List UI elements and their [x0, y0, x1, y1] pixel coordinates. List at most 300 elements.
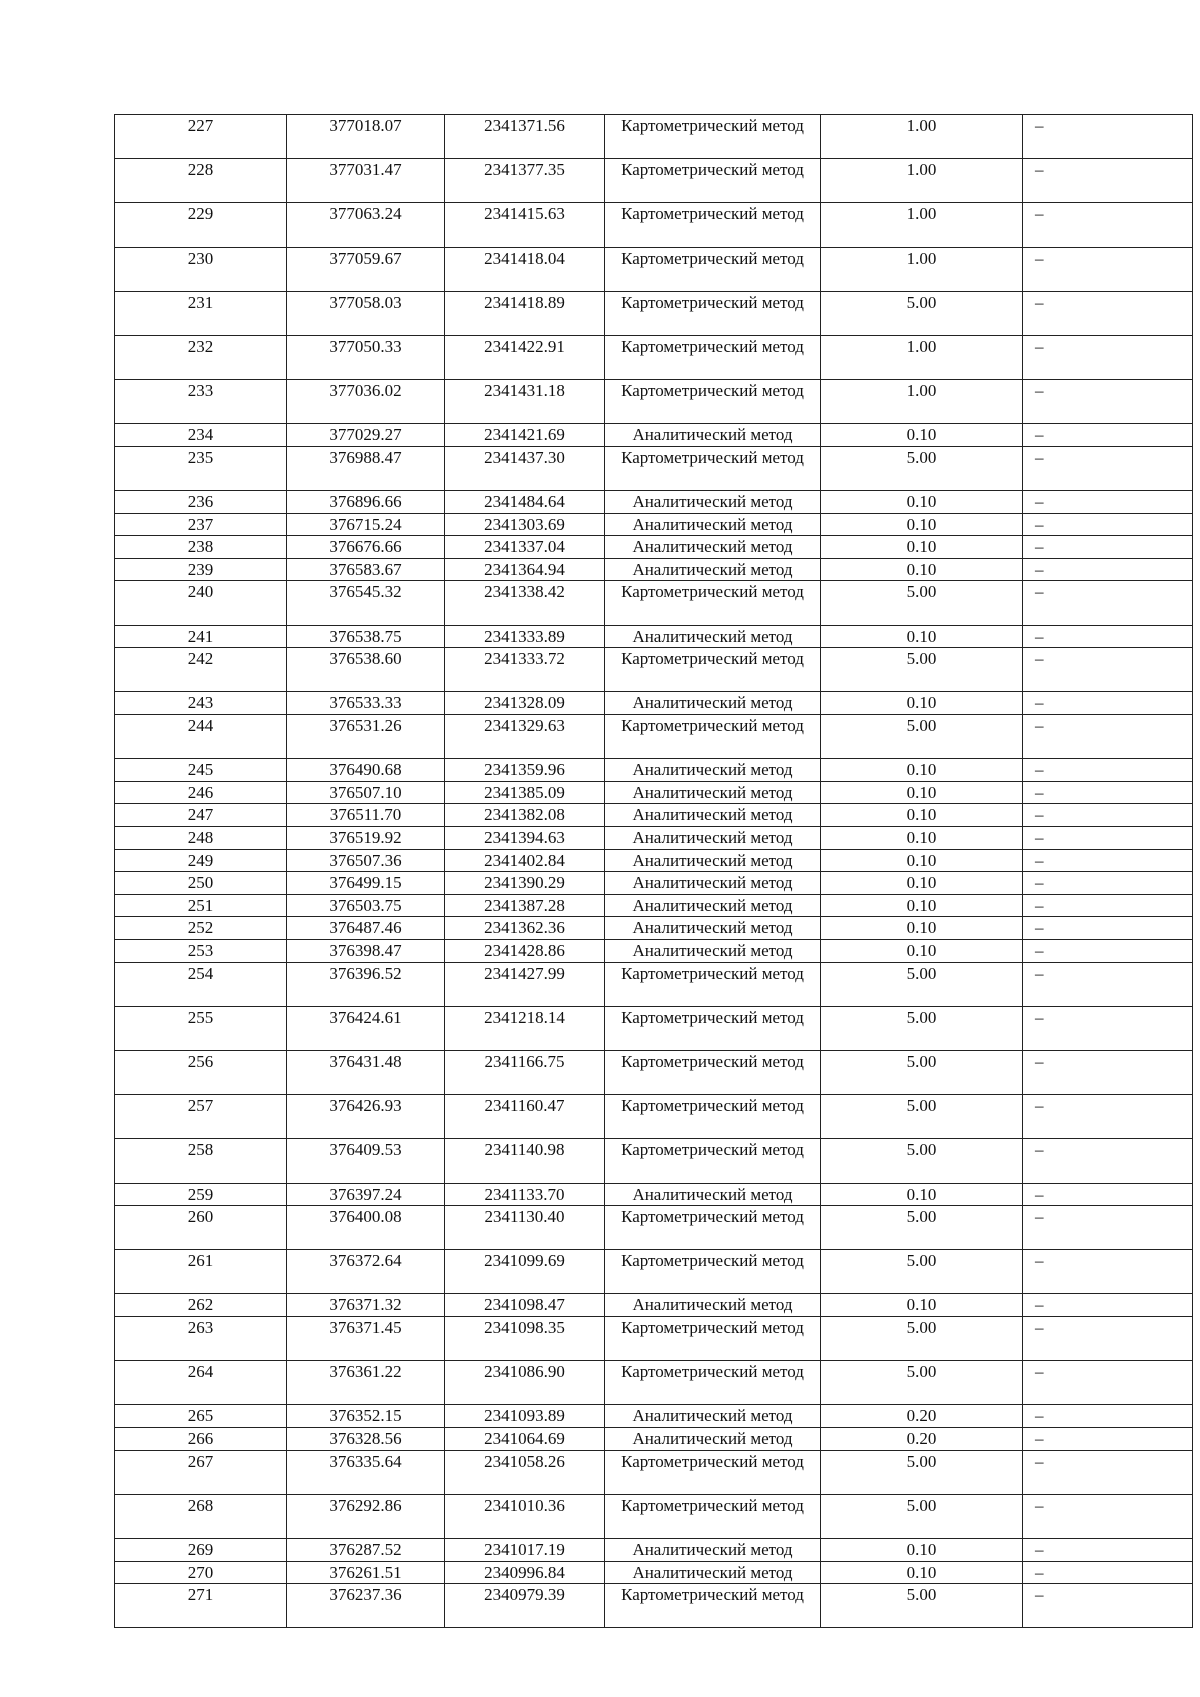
point-number-cell: 230 — [115, 247, 287, 291]
table-row — [115, 715, 1193, 759]
method-cell: Аналитический метод — [605, 827, 821, 850]
x-coordinate-cell: 376371.32 — [287, 1294, 445, 1317]
method-cell: Аналитический метод — [605, 872, 821, 895]
error-cell: 5.00 — [821, 1361, 1023, 1405]
error-cell: 1.00 — [821, 159, 1023, 203]
error-cell: 0.10 — [821, 558, 1023, 581]
description-cell: – — [1023, 827, 1193, 850]
y-coordinate-cell: 2341431.18 — [445, 380, 605, 424]
description-cell: – — [1023, 1006, 1193, 1050]
error-cell: 0.10 — [821, 692, 1023, 715]
method-cell: Аналитический метод — [605, 917, 821, 940]
error-cell: 0.10 — [821, 849, 1023, 872]
y-coordinate-cell: 2341098.35 — [445, 1317, 605, 1361]
description-cell: – — [1023, 1250, 1193, 1294]
y-coordinate-cell: 2341333.72 — [445, 648, 605, 692]
method-cell: Картометрический метод — [605, 247, 821, 291]
x-coordinate-cell: 376261.51 — [287, 1561, 445, 1584]
x-coordinate-cell: 376409.53 — [287, 1139, 445, 1183]
x-coordinate-cell: 376545.32 — [287, 581, 445, 625]
table-row — [115, 1250, 1193, 1294]
description-cell: – — [1023, 759, 1193, 782]
point-number-cell: 244 — [115, 715, 287, 759]
error-cell: 0.10 — [821, 491, 1023, 514]
description-cell: – — [1023, 939, 1193, 962]
method-cell: Аналитический метод — [605, 625, 821, 648]
x-coordinate-cell: 376424.61 — [287, 1006, 445, 1050]
table-row — [115, 872, 1193, 895]
method-cell: Аналитический метод — [605, 1405, 821, 1428]
table-row — [115, 203, 1193, 247]
error-cell: 1.00 — [821, 380, 1023, 424]
error-cell: 0.10 — [821, 894, 1023, 917]
x-coordinate-cell: 376372.64 — [287, 1250, 445, 1294]
method-cell: Картометрический метод — [605, 962, 821, 1006]
x-coordinate-cell: 376328.56 — [287, 1428, 445, 1451]
method-cell: Аналитический метод — [605, 1428, 821, 1451]
method-cell: Аналитический метод — [605, 1294, 821, 1317]
table-row — [115, 1494, 1193, 1538]
point-number-cell: 229 — [115, 203, 287, 247]
x-coordinate-cell: 376361.22 — [287, 1361, 445, 1405]
point-number-cell: 262 — [115, 1294, 287, 1317]
description-cell: – — [1023, 380, 1193, 424]
description-cell: – — [1023, 1584, 1193, 1628]
description-cell: – — [1023, 247, 1193, 291]
y-coordinate-cell: 2341418.04 — [445, 247, 605, 291]
table-row — [115, 1206, 1193, 1250]
error-cell: 0.10 — [821, 1183, 1023, 1206]
description-cell: – — [1023, 1183, 1193, 1206]
table-row — [115, 1561, 1193, 1584]
method-cell: Аналитический метод — [605, 424, 821, 447]
point-number-cell: 253 — [115, 939, 287, 962]
method-cell: Аналитический метод — [605, 781, 821, 804]
error-cell: 5.00 — [821, 1317, 1023, 1361]
y-coordinate-cell: 2340979.39 — [445, 1584, 605, 1628]
y-coordinate-cell: 2341428.86 — [445, 939, 605, 962]
error-cell: 5.00 — [821, 962, 1023, 1006]
table-row — [115, 536, 1193, 559]
x-coordinate-cell: 377031.47 — [287, 159, 445, 203]
description-cell: – — [1023, 1361, 1193, 1405]
point-number-cell: 263 — [115, 1317, 287, 1361]
method-cell: Картометрический метод — [605, 1006, 821, 1050]
table-body — [115, 115, 1193, 1628]
method-cell: Картометрический метод — [605, 1139, 821, 1183]
method-cell: Картометрический метод — [605, 648, 821, 692]
y-coordinate-cell: 2341377.35 — [445, 159, 605, 203]
point-number-cell: 239 — [115, 558, 287, 581]
y-coordinate-cell: 2341333.89 — [445, 625, 605, 648]
y-coordinate-cell: 2341328.09 — [445, 692, 605, 715]
x-coordinate-cell: 377063.24 — [287, 203, 445, 247]
error-cell: 1.00 — [821, 115, 1023, 159]
error-cell: 0.10 — [821, 1294, 1023, 1317]
method-cell: Аналитический метод — [605, 513, 821, 536]
table-row — [115, 247, 1193, 291]
table-row — [115, 159, 1193, 203]
table-row — [115, 625, 1193, 648]
point-number-cell: 257 — [115, 1095, 287, 1139]
error-cell: 5.00 — [821, 1095, 1023, 1139]
table-row — [115, 1095, 1193, 1139]
x-coordinate-cell: 376490.68 — [287, 759, 445, 782]
table-row — [115, 1294, 1193, 1317]
description-cell: – — [1023, 159, 1193, 203]
point-number-cell: 246 — [115, 781, 287, 804]
method-cell: Картометрический метод — [605, 159, 821, 203]
table-row — [115, 1584, 1193, 1628]
x-coordinate-cell: 377058.03 — [287, 291, 445, 335]
error-cell: 0.10 — [821, 1539, 1023, 1562]
x-coordinate-cell: 376531.26 — [287, 715, 445, 759]
x-coordinate-cell: 376503.75 — [287, 894, 445, 917]
description-cell: – — [1023, 692, 1193, 715]
description-cell: – — [1023, 581, 1193, 625]
y-coordinate-cell: 2341418.89 — [445, 291, 605, 335]
x-coordinate-cell: 376287.52 — [287, 1539, 445, 1562]
error-cell: 0.10 — [821, 781, 1023, 804]
x-coordinate-cell: 376237.36 — [287, 1584, 445, 1628]
point-number-cell: 268 — [115, 1494, 287, 1538]
table-row — [115, 1428, 1193, 1451]
error-cell: 5.00 — [821, 715, 1023, 759]
description-cell: – — [1023, 804, 1193, 827]
coordinates-table — [114, 114, 1193, 1628]
y-coordinate-cell: 2341058.26 — [445, 1450, 605, 1494]
y-coordinate-cell: 2341437.30 — [445, 446, 605, 490]
x-coordinate-cell: 377018.07 — [287, 115, 445, 159]
error-cell: 5.00 — [821, 1584, 1023, 1628]
method-cell: Картометрический метод — [605, 1095, 821, 1139]
x-coordinate-cell: 376507.10 — [287, 781, 445, 804]
table-row — [115, 1006, 1193, 1050]
point-number-cell: 261 — [115, 1250, 287, 1294]
method-cell: Картометрический метод — [605, 1450, 821, 1494]
description-cell: – — [1023, 1294, 1193, 1317]
point-number-cell: 248 — [115, 827, 287, 850]
point-number-cell: 256 — [115, 1050, 287, 1094]
point-number-cell: 258 — [115, 1139, 287, 1183]
y-coordinate-cell: 2341338.42 — [445, 581, 605, 625]
x-coordinate-cell: 377050.33 — [287, 335, 445, 379]
x-coordinate-cell: 376538.60 — [287, 648, 445, 692]
table-row — [115, 939, 1193, 962]
error-cell: 0.10 — [821, 424, 1023, 447]
description-cell: – — [1023, 424, 1193, 447]
point-number-cell: 236 — [115, 491, 287, 514]
method-cell: Картометрический метод — [605, 1494, 821, 1538]
error-cell: 0.20 — [821, 1428, 1023, 1451]
y-coordinate-cell: 2341362.36 — [445, 917, 605, 940]
y-coordinate-cell: 2341133.70 — [445, 1183, 605, 1206]
error-cell: 5.00 — [821, 648, 1023, 692]
y-coordinate-cell: 2341140.98 — [445, 1139, 605, 1183]
table-row — [115, 491, 1193, 514]
x-coordinate-cell: 376426.93 — [287, 1095, 445, 1139]
y-coordinate-cell: 2341359.96 — [445, 759, 605, 782]
method-cell: Картометрический метод — [605, 581, 821, 625]
error-cell: 0.10 — [821, 827, 1023, 850]
point-number-cell: 265 — [115, 1405, 287, 1428]
y-coordinate-cell: 2341218.14 — [445, 1006, 605, 1050]
table-row — [115, 781, 1193, 804]
description-cell: – — [1023, 203, 1193, 247]
y-coordinate-cell: 2341364.94 — [445, 558, 605, 581]
error-cell: 5.00 — [821, 291, 1023, 335]
point-number-cell: 264 — [115, 1361, 287, 1405]
x-coordinate-cell: 376715.24 — [287, 513, 445, 536]
y-coordinate-cell: 2341402.84 — [445, 849, 605, 872]
table-row — [115, 1450, 1193, 1494]
x-coordinate-cell: 376519.92 — [287, 827, 445, 850]
point-number-cell: 237 — [115, 513, 287, 536]
x-coordinate-cell: 376371.45 — [287, 1317, 445, 1361]
x-coordinate-cell: 376431.48 — [287, 1050, 445, 1094]
method-cell: Картометрический метод — [605, 446, 821, 490]
y-coordinate-cell: 2341093.89 — [445, 1405, 605, 1428]
method-cell: Аналитический метод — [605, 1183, 821, 1206]
point-number-cell: 259 — [115, 1183, 287, 1206]
error-cell: 5.00 — [821, 581, 1023, 625]
point-number-cell: 241 — [115, 625, 287, 648]
point-number-cell: 231 — [115, 291, 287, 335]
error-cell: 0.10 — [821, 939, 1023, 962]
method-cell: Картометрический метод — [605, 291, 821, 335]
table-row — [115, 581, 1193, 625]
table-row — [115, 962, 1193, 1006]
description-cell: – — [1023, 291, 1193, 335]
method-cell: Картометрический метод — [605, 1206, 821, 1250]
y-coordinate-cell: 2341422.91 — [445, 335, 605, 379]
y-coordinate-cell: 2340996.84 — [445, 1561, 605, 1584]
table-row — [115, 446, 1193, 490]
point-number-cell: 266 — [115, 1428, 287, 1451]
description-cell: – — [1023, 1317, 1193, 1361]
y-coordinate-cell: 2341160.47 — [445, 1095, 605, 1139]
x-coordinate-cell: 376292.86 — [287, 1494, 445, 1538]
point-number-cell: 251 — [115, 894, 287, 917]
method-cell: Аналитический метод — [605, 1561, 821, 1584]
point-number-cell: 271 — [115, 1584, 287, 1628]
method-cell: Аналитический метод — [605, 536, 821, 559]
point-number-cell: 235 — [115, 446, 287, 490]
point-number-cell: 240 — [115, 581, 287, 625]
x-coordinate-cell: 377029.27 — [287, 424, 445, 447]
description-cell: – — [1023, 872, 1193, 895]
y-coordinate-cell: 2341017.19 — [445, 1539, 605, 1562]
table-row — [115, 1539, 1193, 1562]
method-cell: Картометрический метод — [605, 715, 821, 759]
y-coordinate-cell: 2341303.69 — [445, 513, 605, 536]
table-row — [115, 424, 1193, 447]
description-cell: – — [1023, 1450, 1193, 1494]
description-cell: – — [1023, 648, 1193, 692]
table-row — [115, 115, 1193, 159]
method-cell: Картометрический метод — [605, 335, 821, 379]
table-row — [115, 692, 1193, 715]
table-row — [115, 759, 1193, 782]
description-cell: – — [1023, 1539, 1193, 1562]
description-cell: – — [1023, 513, 1193, 536]
y-coordinate-cell: 2341427.99 — [445, 962, 605, 1006]
x-coordinate-cell: 376352.15 — [287, 1405, 445, 1428]
table-row — [115, 1361, 1193, 1405]
y-coordinate-cell: 2341166.75 — [445, 1050, 605, 1094]
table-row — [115, 827, 1193, 850]
error-cell: 5.00 — [821, 1050, 1023, 1094]
point-number-cell: 254 — [115, 962, 287, 1006]
y-coordinate-cell: 2341382.08 — [445, 804, 605, 827]
error-cell: 5.00 — [821, 1250, 1023, 1294]
table-row — [115, 513, 1193, 536]
y-coordinate-cell: 2341415.63 — [445, 203, 605, 247]
error-cell: 5.00 — [821, 1139, 1023, 1183]
point-number-cell: 242 — [115, 648, 287, 692]
y-coordinate-cell: 2341329.63 — [445, 715, 605, 759]
table-row — [115, 917, 1193, 940]
description-cell: – — [1023, 1050, 1193, 1094]
y-coordinate-cell: 2341337.04 — [445, 536, 605, 559]
description-cell: – — [1023, 1428, 1193, 1451]
point-number-cell: 238 — [115, 536, 287, 559]
error-cell: 0.10 — [821, 1561, 1023, 1584]
table-row — [115, 648, 1193, 692]
method-cell: Аналитический метод — [605, 939, 821, 962]
error-cell: 0.10 — [821, 917, 1023, 940]
x-coordinate-cell: 376538.75 — [287, 625, 445, 648]
error-cell: 0.10 — [821, 625, 1023, 648]
point-number-cell: 233 — [115, 380, 287, 424]
point-number-cell: 260 — [115, 1206, 287, 1250]
description-cell: – — [1023, 1206, 1193, 1250]
description-cell: – — [1023, 1095, 1193, 1139]
description-cell: – — [1023, 849, 1193, 872]
point-number-cell: 228 — [115, 159, 287, 203]
point-number-cell: 249 — [115, 849, 287, 872]
error-cell: 0.10 — [821, 759, 1023, 782]
description-cell: – — [1023, 781, 1193, 804]
description-cell: – — [1023, 1494, 1193, 1538]
point-number-cell: 247 — [115, 804, 287, 827]
x-coordinate-cell: 376511.70 — [287, 804, 445, 827]
y-coordinate-cell: 2341064.69 — [445, 1428, 605, 1451]
description-cell: – — [1023, 1405, 1193, 1428]
method-cell: Аналитический метод — [605, 759, 821, 782]
point-number-cell: 243 — [115, 692, 287, 715]
error-cell: 5.00 — [821, 1494, 1023, 1538]
error-cell: 1.00 — [821, 335, 1023, 379]
error-cell: 0.20 — [821, 1405, 1023, 1428]
method-cell: Картометрический метод — [605, 1317, 821, 1361]
error-cell: 5.00 — [821, 1450, 1023, 1494]
method-cell: Аналитический метод — [605, 894, 821, 917]
x-coordinate-cell: 376988.47 — [287, 446, 445, 490]
x-coordinate-cell: 376396.52 — [287, 962, 445, 1006]
table-row — [115, 1050, 1193, 1094]
x-coordinate-cell: 376335.64 — [287, 1450, 445, 1494]
x-coordinate-cell: 376583.67 — [287, 558, 445, 581]
description-cell: – — [1023, 335, 1193, 379]
y-coordinate-cell: 2341086.90 — [445, 1361, 605, 1405]
y-coordinate-cell: 2341010.36 — [445, 1494, 605, 1538]
table-row — [115, 380, 1193, 424]
y-coordinate-cell: 2341394.63 — [445, 827, 605, 850]
error-cell: 1.00 — [821, 247, 1023, 291]
error-cell: 0.10 — [821, 536, 1023, 559]
error-cell: 1.00 — [821, 203, 1023, 247]
table-row — [115, 804, 1193, 827]
method-cell: Аналитический метод — [605, 491, 821, 514]
description-cell: – — [1023, 1561, 1193, 1584]
method-cell: Аналитический метод — [605, 558, 821, 581]
x-coordinate-cell: 376400.08 — [287, 1206, 445, 1250]
y-coordinate-cell: 2341387.28 — [445, 894, 605, 917]
y-coordinate-cell: 2341098.47 — [445, 1294, 605, 1317]
y-coordinate-cell: 2341130.40 — [445, 1206, 605, 1250]
description-cell: – — [1023, 491, 1193, 514]
x-coordinate-cell: 376533.33 — [287, 692, 445, 715]
point-number-cell: 270 — [115, 1561, 287, 1584]
table-row — [115, 1183, 1193, 1206]
x-coordinate-cell: 376507.36 — [287, 849, 445, 872]
x-coordinate-cell: 377059.67 — [287, 247, 445, 291]
point-number-cell: 232 — [115, 335, 287, 379]
table-row — [115, 558, 1193, 581]
method-cell: Аналитический метод — [605, 849, 821, 872]
point-number-cell: 267 — [115, 1450, 287, 1494]
description-cell: – — [1023, 558, 1193, 581]
error-cell: 0.10 — [821, 804, 1023, 827]
table-row — [115, 335, 1193, 379]
y-coordinate-cell: 2341421.69 — [445, 424, 605, 447]
description-cell: – — [1023, 1139, 1193, 1183]
description-cell: – — [1023, 625, 1193, 648]
x-coordinate-cell: 376499.15 — [287, 872, 445, 895]
y-coordinate-cell: 2341371.56 — [445, 115, 605, 159]
description-cell: – — [1023, 536, 1193, 559]
point-number-cell: 234 — [115, 424, 287, 447]
error-cell: 5.00 — [821, 1006, 1023, 1050]
x-coordinate-cell: 376676.66 — [287, 536, 445, 559]
method-cell: Картометрический метод — [605, 1050, 821, 1094]
table-row — [115, 1139, 1193, 1183]
x-coordinate-cell: 376487.46 — [287, 917, 445, 940]
method-cell: Картометрический метод — [605, 115, 821, 159]
method-cell: Картометрический метод — [605, 1584, 821, 1628]
method-cell: Картометрический метод — [605, 1250, 821, 1294]
point-number-cell: 255 — [115, 1006, 287, 1050]
table-row — [115, 894, 1193, 917]
x-coordinate-cell: 376896.66 — [287, 491, 445, 514]
method-cell: Картометрический метод — [605, 1361, 821, 1405]
x-coordinate-cell: 377036.02 — [287, 380, 445, 424]
point-number-cell: 269 — [115, 1539, 287, 1562]
error-cell: 5.00 — [821, 446, 1023, 490]
table-row — [115, 1405, 1193, 1428]
description-cell: – — [1023, 115, 1193, 159]
error-cell: 0.10 — [821, 872, 1023, 895]
y-coordinate-cell: 2341390.29 — [445, 872, 605, 895]
method-cell: Картометрический метод — [605, 203, 821, 247]
point-number-cell: 250 — [115, 872, 287, 895]
table-row — [115, 291, 1193, 335]
method-cell: Аналитический метод — [605, 1539, 821, 1562]
description-cell: – — [1023, 962, 1193, 1006]
x-coordinate-cell: 376397.24 — [287, 1183, 445, 1206]
description-cell: – — [1023, 917, 1193, 940]
